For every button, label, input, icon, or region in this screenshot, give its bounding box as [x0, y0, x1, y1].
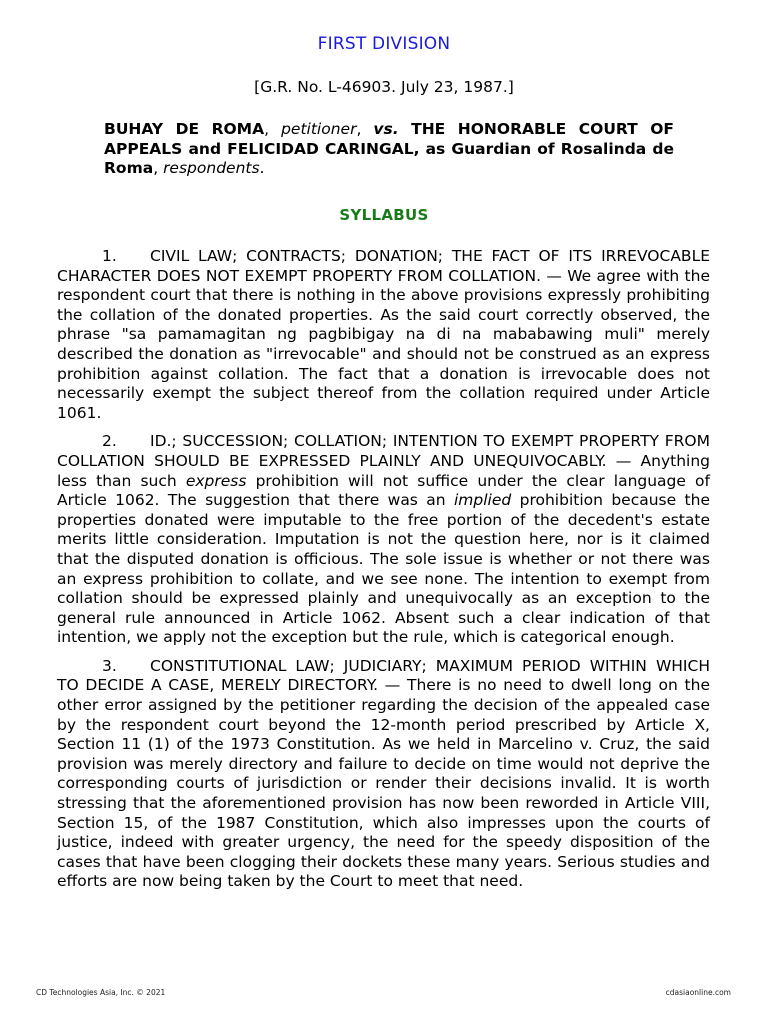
item-number: 1. [102, 247, 117, 265]
separator: , [264, 120, 282, 138]
emphasis-express: express [185, 471, 247, 490]
case-number: [G.R. No. L-46903. July 23, 1987.] [254, 78, 514, 96]
item-text: CIVIL LAW; CONTRACTS; DONATION; THE FACT OF ITS IRREVOCABLE CHARACTER DOES NOT EXEMPT PROPERTY FROM COLLATION. — We agree with the respondent court that there is nothing in the above provisions expressly prohibiting the collation of the donated properties. As the said court correctly observed, the phrase "sa pamamagitan ng pagbibigay na di na mababawing muli" merely described the donation as "irrevocable" and should not be construed as an express prohibition against collation. The fact that a donation is irrevocable does not necessarily exempt the subject thereof from the collation required under Article 1061. [57, 247, 710, 422]
item-text: prohibition because the properties donated were imputable to the free portion of the decedent's estate merits little consideration. Imputation is not the question here, nor is it claimed that the disputed donation is officious. The sole issue is whether or not there was an express prohibition to collate, and we see none. The intention to exempt from collation should be expressed plainly and unequivocally as an exception to the general rule announced in Article 1062. Absent such a clear indication of that intention, we apply not the exception but the rule, which is categorical enough. [57, 491, 710, 647]
syllabus-body [57, 247, 710, 901]
item-number: 3. [102, 656, 117, 675]
separator: , [153, 159, 164, 178]
item-number: 2. [102, 432, 117, 451]
item-text: ID.; SUCCESSION; COLLATION; INTENTION TO EXEMPT PROPERTY FROM COLLATION SHOULD BE EXPRESSED PLAINLY AND UNEQUIVOCABLY. — Anything less than such [57, 432, 710, 490]
case-parties [104, 120, 674, 179]
separator: . [259, 159, 265, 178]
syllabus-item-2 [57, 432, 710, 648]
petitioner-role: petitioner [281, 120, 357, 138]
respondents-names: THE HONORABLE COURT OF APPEALS and FELICIDAD CARINGAL, as Guardian of Rosalinda de Roma [104, 120, 674, 178]
emphasis-implied: implied [454, 491, 512, 510]
syllabus-title: SYLLABUS [339, 206, 429, 224]
footer-copyright: CD Technologies Asia, Inc. © 2021 [36, 988, 166, 997]
separator: , [356, 120, 374, 138]
versus: vs. [373, 120, 399, 138]
item-text: CONSTITUTIONAL LAW; JUDICIARY; MAXIMUM PERIOD WITHIN WHICH TO DECIDE A CASE, MERELY DIRECTORY. — There is no need to dwell long on the other error assigned by the petitioner regarding the decision of the appealed case by the respondent court beyond the 12-month period prescribed by Article X, Section 11 (1) of the 1973 Constitution. As we held in Marcelino v. Cruz, the said provision was merely directory and failure to decide on time would not deprive the corresponding courts of jurisdiction or render their decisions invalid. It is worth stressing that the aforementioned provision has now been reworded in Article VIII, Section 15, of the 1987 Constitution, which also impresses upon the courts of justice, indeed with greater urgency, the need for the speedy disposition of the cases that have been clogging their dockets these many years. Serious studies and efforts are now being taken by the Court to meet that need. [57, 656, 710, 891]
respondents-role: respondents [163, 159, 260, 178]
petitioner-name: BUHAY DE ROMA [104, 120, 265, 138]
syllabus-item-3 [57, 657, 710, 892]
syllabus-item-1 [57, 247, 710, 423]
footer-website: cdasiaonline.com [665, 988, 731, 997]
division-heading: FIRST DIVISION [317, 34, 451, 54]
item-text: prohibition will not suffice under the clear language of Article 1062. The suggestion that there was an [57, 471, 710, 510]
